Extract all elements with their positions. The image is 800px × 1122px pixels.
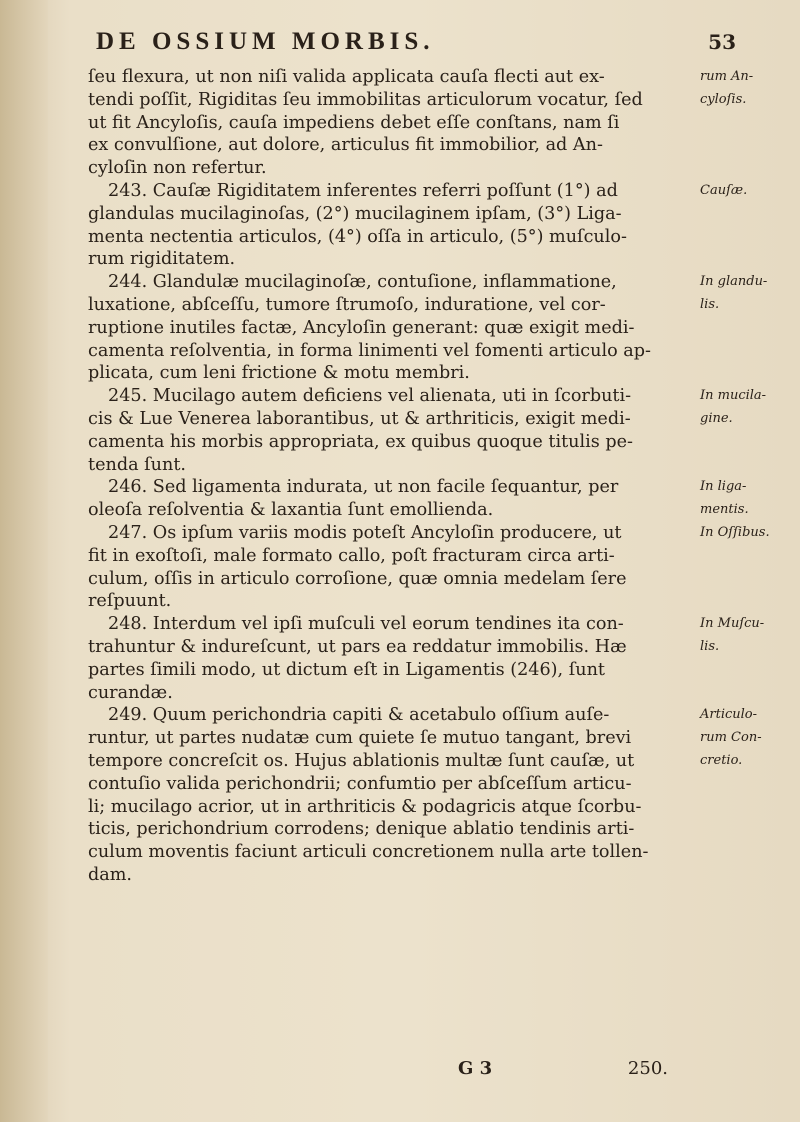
- text-line: [88, 134, 788, 157]
- line-text: tenda ſunt.: [88, 454, 186, 475]
- marginal-note: Articulo-: [700, 707, 758, 723]
- text-line: [88, 431, 788, 454]
- text-line: [88, 636, 788, 659]
- line-text: 248. Interdum vel ipſi muſculi vel eorum tendines ita con-: [108, 614, 624, 635]
- line-text: culum moventis faciunt articuli concretionem nulla arte tollen-: [88, 842, 649, 863]
- page-header: [96, 28, 736, 62]
- text-line: [88, 408, 788, 431]
- line-text: camenta reſolventia, in forma linimenti vel fomenti articulo ap-: [88, 340, 651, 361]
- page-number: 53: [708, 30, 736, 54]
- line-text: 249. Quum perichondria capiti & acetabulo oſſium auſe-: [108, 705, 610, 726]
- line-text: 244. Glandulæ mucilaginoſæ, contuſione, inflammatione,: [108, 272, 617, 293]
- text-line: [88, 659, 788, 682]
- line-text: runtur, ut partes nudatæ cum quiete ſe mutuo tangant, brevi: [88, 728, 632, 749]
- marginal-note: In Oſſibus.: [700, 524, 770, 540]
- text-line: [88, 294, 788, 317]
- line-text: 243. Cauſæ Rigiditatem inferentes referri poſſunt (1°) ad: [108, 180, 618, 201]
- text-line: [88, 682, 788, 705]
- line-text: glandulas mucilaginoſas, (2°) mucilaginem ipſam, (3°) Liga-: [88, 203, 622, 224]
- text-line: [88, 590, 788, 613]
- text-line: [88, 727, 788, 750]
- line-text: 245. Mucilago autem deficiens vel alienata, uti in ſcorbuti-: [108, 386, 632, 407]
- line-text: ruptione inutiles factæ, Ancyloſin generant: quæ exigit medi-: [88, 317, 635, 338]
- text-line: [88, 704, 788, 727]
- line-text: cyloſin non refertur.: [88, 158, 267, 179]
- line-text: curandæ.: [88, 682, 173, 703]
- line-text: ex convulſione, aut dolore, articulus fit immobilior, ad An-: [88, 135, 603, 156]
- marginal-note: cretio.: [700, 752, 743, 768]
- text-line: [88, 89, 788, 112]
- line-text: luxatione, abſceſſu, tumore ſtrumoſo, induratione, vel cor-: [88, 294, 606, 315]
- text-line: [88, 180, 788, 203]
- text-line: [88, 385, 788, 408]
- marginal-note: lis.: [700, 296, 720, 312]
- line-text: 246. Sed ligamenta indurata, ut non facile ſequantur, per: [108, 477, 619, 498]
- line-text: tendi poſſit, Rigiditas ſeu immobilitas articulorum vocatur, ſed: [88, 89, 643, 110]
- marginal-note: Cauſæ.: [700, 182, 748, 198]
- text-line: [88, 613, 788, 636]
- line-text: camenta his morbis appropriata, ex quibus quoque titulis pe-: [88, 431, 633, 452]
- line-text: rum rigiditatem.: [88, 249, 236, 270]
- text-line: [88, 773, 788, 796]
- line-text: ſeu flexura, ut non niſi valida applicata cauſa flecti aut ex-: [88, 67, 605, 87]
- line-text: culum, oſſis in articulo corroſione, quæ omnia medelam ſere: [88, 568, 627, 589]
- marginal-note: cyloſis.: [700, 91, 747, 107]
- text-line: [88, 203, 788, 226]
- text-line: [88, 157, 788, 180]
- running-head: DE OSSIUM MORBIS.: [96, 28, 435, 55]
- line-text: dam.: [88, 864, 133, 885]
- marginal-note: gine.: [700, 410, 733, 426]
- line-text: partes ſimili modo, ut dictum eſt in Ligamentis (246), ſunt: [88, 659, 605, 680]
- text-body: [88, 66, 788, 887]
- text-line: [88, 454, 788, 477]
- text-line: [88, 545, 788, 568]
- text-line: [88, 818, 788, 841]
- line-text: 247. Os ipſum variis modis poteſt Ancyloſin producere, ut: [108, 522, 622, 543]
- page-gutter: [0, 0, 48, 1122]
- text-line: [88, 317, 788, 340]
- line-text: reſpuunt.: [88, 591, 172, 612]
- line-text: oleoſa reſolventia & laxantia ſunt emollienda.: [88, 500, 494, 521]
- line-text: cis & Lue Venerea laborantibus, ut & arthriticis, exigit medi-: [88, 408, 631, 429]
- marginal-note: rum Con-: [700, 730, 762, 746]
- marginal-note: In Muſcu-: [700, 616, 765, 632]
- marginal-note: In glandu-: [700, 274, 768, 290]
- text-line: [88, 841, 788, 864]
- text-line: [88, 66, 788, 89]
- line-text: menta nectentia articulos, (4°) oſſa in articulo, (5°) muſculo-: [88, 226, 627, 247]
- text-line: [88, 271, 788, 294]
- text-line: [88, 522, 788, 545]
- line-text: contuſio valida perichondrii; confumtio per abſceſſum articu-: [88, 773, 632, 794]
- line-text: fit in exoſtoſi, male formato callo, poſt fracturam circa arti-: [88, 545, 615, 566]
- text-line: [88, 362, 788, 385]
- line-text: trahuntur & indureſcunt, ut pars ea reddatur immobilis. Hæ: [88, 636, 627, 657]
- marginal-note: mentis.: [700, 502, 749, 518]
- text-line: [88, 864, 788, 887]
- text-line: [88, 568, 788, 591]
- line-text: ticis, perichondrium corrodens; denique ablatio tendinis arti-: [88, 819, 635, 840]
- text-line: [88, 476, 788, 499]
- line-text: plicata, cum leni frictione & motu membri.: [88, 363, 470, 384]
- text-line: [88, 226, 788, 249]
- line-text: tempore concreſcit os. Hujus ablationis multæ ſunt cauſæ, ut: [88, 750, 635, 771]
- text-line: [88, 750, 788, 773]
- text-line: [88, 248, 788, 271]
- text-line: [88, 499, 788, 522]
- text-line: [88, 112, 788, 135]
- line-text: li; mucilago acrior, ut in arthriticis & podagricis atque ſcorbu-: [88, 796, 642, 817]
- marginal-note: In liga-: [700, 479, 747, 495]
- catchword: 250.: [627, 1058, 668, 1079]
- marginal-note: lis.: [700, 638, 720, 654]
- signature-mark: G 3: [458, 1058, 493, 1079]
- marginal-note: In mucila-: [700, 388, 767, 404]
- text-line: [88, 340, 788, 363]
- marginal-note: rum An-: [700, 69, 754, 84]
- text-line: [88, 796, 788, 819]
- line-text: ut fit Ancyloſis, cauſa impediens debet eſſe conſtans, nam ſi: [88, 112, 620, 133]
- page-footer: [88, 1058, 692, 1084]
